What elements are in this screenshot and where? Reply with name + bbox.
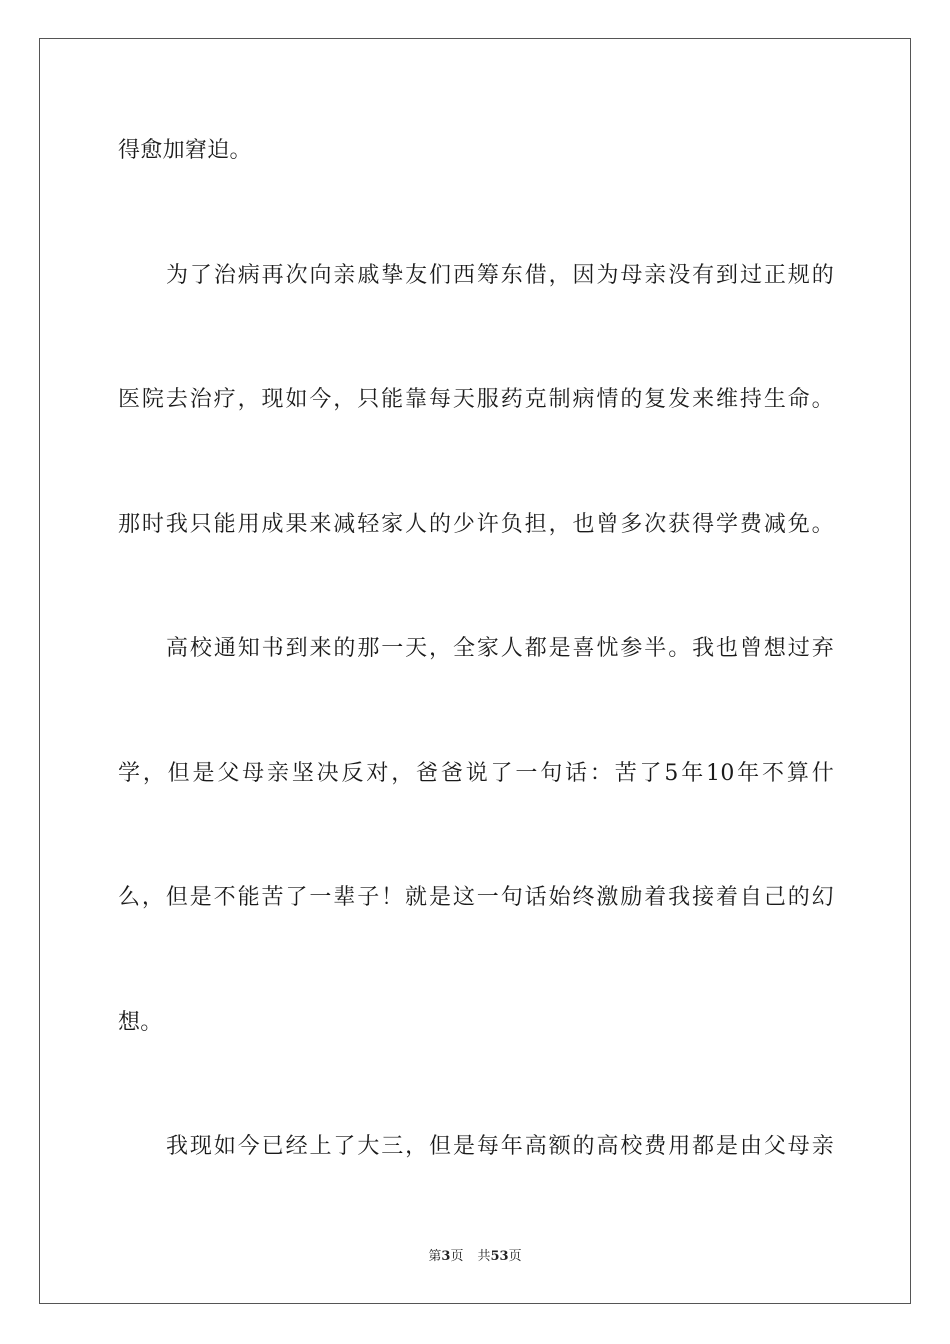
text-line: 想。 [118,1010,163,1035]
current-page-number: 3 [441,1249,451,1264]
text-line: 么，但是不能苦了一辈子！就是这一句话始终激励着我接着自己的幻 [118,885,834,910]
paragraph-start-line: 高校通知书到来的那一天，全家人都是喜忧参半。我也曾想过弃 [166,636,834,661]
text-line: 那时我只能用成果来减轻家人的少许负担，也曾多次获得学费减免。 [118,512,834,537]
paragraph-start-line: 我现如今已经上了大三，但是每年高额的高校费用都是由父母亲 [166,1134,834,1159]
paragraph-start-line: 为了治病再次向亲戚挚友们西筹东借，因为母亲没有到过正规的 [166,263,834,288]
page-border [39,38,911,1304]
total-pages-label: 共53页 [477,1249,522,1264]
text-line: 学，但是父母亲坚决反对，爸爸说了一句话：苦了5年10年不算什 [118,761,834,786]
total-page-number: 53 [490,1249,509,1264]
text-line: 得愈加窘迫。 [118,138,252,163]
text-line: 医院去治疗，现如今，只能靠每天服药克制病情的复发来维持生命。 [118,387,834,412]
page-number-label: 第3页 [428,1249,464,1264]
page-footer [0,1248,950,1266]
